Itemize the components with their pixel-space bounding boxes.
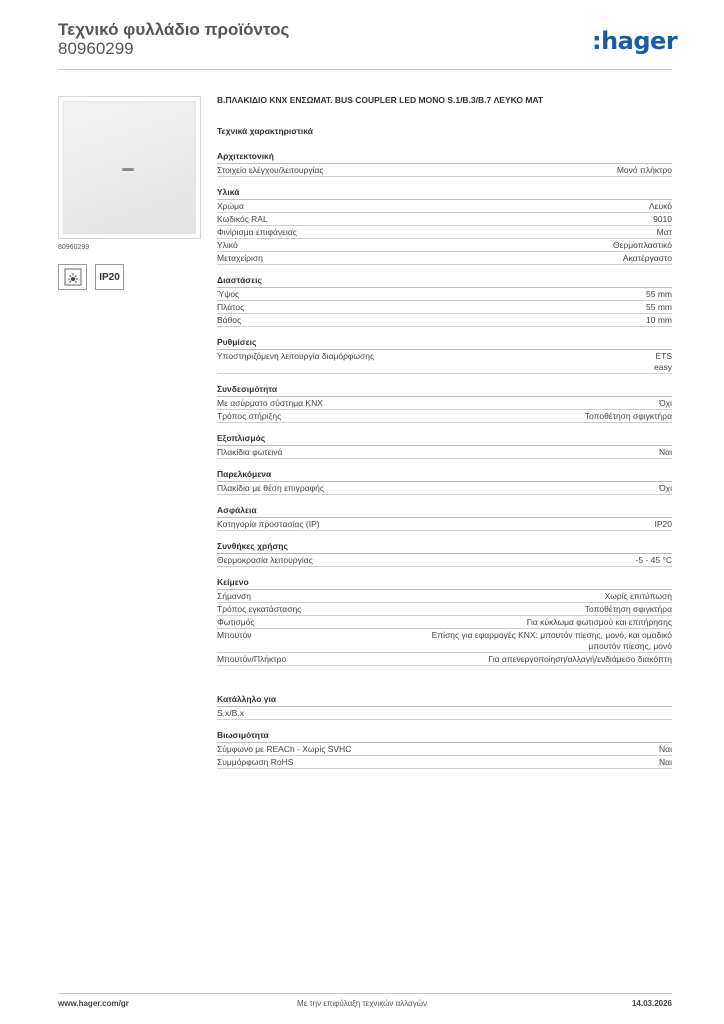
suitable-for-section bbox=[217, 693, 672, 720]
spec-row bbox=[217, 200, 672, 213]
spec-label: Υποστηριζόμενη λειτουργία διαμόρφωσης bbox=[217, 351, 375, 361]
footer-date: 14.03.2026 bbox=[631, 999, 672, 1008]
spec-value: Ναι bbox=[659, 757, 672, 767]
spec-row bbox=[217, 482, 672, 495]
spec-label: Στοιχείο ελέγχου/λειτουργίας bbox=[217, 165, 324, 175]
spec-label: Συμμόρφωση RoHS bbox=[217, 757, 294, 767]
spec-section bbox=[217, 468, 672, 495]
spec-label: Θερμοκρασία λειτουργίας bbox=[217, 555, 313, 565]
spec-value: Ακατέργαστο bbox=[622, 253, 672, 263]
spec-value: -5 - 45 °C bbox=[635, 555, 672, 565]
spec-label: Μπουτόν/Πλήκτρο bbox=[217, 654, 287, 664]
spec-label: Φινίρισμα επιφάνειας bbox=[217, 227, 297, 237]
spec-value: 10 mm bbox=[646, 315, 672, 325]
spec-row bbox=[217, 653, 672, 666]
spec-row bbox=[217, 301, 672, 314]
section-title: Παρελκόμενα bbox=[217, 468, 672, 482]
spec-section bbox=[217, 504, 672, 531]
image-caption: 80960299 bbox=[58, 244, 90, 251]
led-indicator bbox=[122, 168, 134, 171]
section-title: Συνδεσιμότητα bbox=[217, 383, 672, 397]
spec-label: Φωτισμός bbox=[217, 617, 255, 627]
spec-label: Μπουτόν bbox=[217, 630, 252, 640]
spec-row bbox=[217, 252, 672, 265]
footer-disclaimer: Με την επιφύλαξη τεχνικών αλλαγών bbox=[297, 999, 427, 1008]
hager-logo: :hager bbox=[592, 27, 678, 55]
spec-label: Τρόπος εγκατάστασης bbox=[217, 604, 302, 614]
spec-row bbox=[217, 590, 672, 603]
spec-value: ETS easy bbox=[654, 351, 672, 372]
spec-value: Ναι bbox=[659, 744, 672, 754]
spec-row bbox=[217, 446, 672, 459]
spec-row bbox=[217, 554, 672, 567]
spec-label: S.x/B.x bbox=[217, 708, 244, 718]
spec-value: 55 mm bbox=[646, 289, 672, 299]
spec-value: Για απενεργοποίηση/αλλαγή/ενδιάμεσο διακόπτη bbox=[488, 654, 672, 664]
spec-value: Όχι bbox=[659, 398, 672, 408]
spec-label: Πλακίδια με θέση επιγραφής bbox=[217, 483, 324, 493]
product-code: 80960299 bbox=[58, 39, 134, 58]
section-title: Αρχιτεκτονική bbox=[217, 150, 672, 164]
spec-label: Κωδικός RAL bbox=[217, 214, 268, 224]
spec-label: Υλικό bbox=[217, 240, 238, 250]
header-divider bbox=[58, 69, 672, 70]
spec-value: 9010 bbox=[653, 214, 672, 224]
specifications bbox=[217, 95, 672, 778]
section-title: Διαστάσεις bbox=[217, 274, 672, 288]
spec-value: Θερμοπλαστικό bbox=[612, 240, 672, 250]
section-title: Εξοπλισμός bbox=[217, 432, 672, 446]
spec-row bbox=[217, 743, 672, 756]
spec-row bbox=[217, 410, 672, 423]
spec-row bbox=[217, 756, 672, 769]
spec-label: Κατηγορία προστασίας (IP) bbox=[217, 519, 320, 529]
spec-value: Για κύκλωμα φωτισμού και επιτήρησης bbox=[526, 617, 672, 627]
spec-label: Βάθος bbox=[217, 315, 242, 325]
section-title: Υλικά bbox=[217, 186, 672, 200]
spec-row bbox=[217, 603, 672, 616]
spec-value: Τοποθέτηση σφιγκτήρα bbox=[584, 411, 672, 421]
spec-row bbox=[217, 213, 672, 226]
illumination-badge bbox=[58, 264, 87, 290]
spec-value: Ματ bbox=[656, 227, 672, 237]
spec-value: Ναι bbox=[659, 447, 672, 457]
spec-section bbox=[217, 432, 672, 459]
spec-value: Τοποθέτηση σφιγκτήρα bbox=[584, 604, 672, 614]
footer-website-link[interactable]: www.hager.com/gr bbox=[58, 999, 129, 1008]
section-title: Συνθήκες χρήσης bbox=[217, 540, 672, 554]
spec-row bbox=[217, 314, 672, 327]
sustainability-section bbox=[217, 729, 672, 769]
spec-value: IP20 bbox=[654, 519, 672, 529]
section-title: Κείμενο bbox=[217, 576, 672, 590]
spec-label: Μεταχείριση bbox=[217, 253, 263, 263]
illumination-icon bbox=[63, 268, 83, 286]
spec-value: Χωρίς επιτύπωση bbox=[604, 591, 672, 601]
spec-section bbox=[217, 150, 672, 177]
spec-value: Λευκό bbox=[649, 201, 672, 211]
spec-row bbox=[217, 518, 672, 531]
spec-section bbox=[217, 540, 672, 567]
spec-label: Χρώμα bbox=[217, 201, 244, 211]
product-image bbox=[58, 96, 201, 239]
spec-label: Σύμφωνο με REACh - Χωρίς SVHC bbox=[217, 744, 352, 754]
spec-row bbox=[217, 629, 672, 653]
spec-row bbox=[217, 288, 672, 301]
push-button-plate bbox=[63, 101, 196, 234]
section-title: Κατάλληλο για bbox=[217, 693, 672, 707]
spec-sections bbox=[217, 150, 672, 666]
spec-label: Πλακίδια φωτεινά bbox=[217, 447, 283, 457]
ip-rating-badge: IP20 bbox=[95, 264, 124, 290]
technical-characteristics-title: Τεχνικά χαρακτηριστικά bbox=[217, 126, 313, 136]
spec-label: Τρόπος στήριξης bbox=[217, 411, 282, 421]
document-title: Τεχνικό φυλλάδιο προϊόντος bbox=[58, 20, 290, 39]
spec-row bbox=[217, 239, 672, 252]
spec-row bbox=[217, 350, 672, 374]
section-title: Ρυθμίσεις bbox=[217, 336, 672, 350]
spec-label: Σήμανση bbox=[217, 591, 252, 601]
product-heading: B.ΠΛΑΚΙΔΙΟ KNX ΕΝΣΩΜΑΤ. BUS COUPLER LED MONO S.1/B.3/B.7 ΛΕΥΚΟ ΜΑΤ bbox=[217, 95, 544, 105]
spec-label: Ύψος bbox=[217, 289, 240, 299]
spec-section bbox=[217, 576, 672, 666]
spec-label: Πλάτος bbox=[217, 302, 245, 312]
spec-row bbox=[217, 707, 672, 720]
spec-value: 55 mm bbox=[646, 302, 672, 312]
section-title: Βιωσιμότητα bbox=[217, 729, 672, 743]
section-title: Ασφάλεια bbox=[217, 504, 672, 518]
spec-row bbox=[217, 226, 672, 239]
spec-row bbox=[217, 164, 672, 177]
spec-section bbox=[217, 383, 672, 423]
spec-section bbox=[217, 186, 672, 265]
spec-value: Όχι bbox=[659, 483, 672, 493]
spec-value: Επίσης για εφαρμογές KNX: μπουτόν πίεσης, μονό, και ομαδικό μπουτόν πίεσης, μονό bbox=[431, 630, 672, 651]
spec-section bbox=[217, 274, 672, 327]
spec-row bbox=[217, 616, 672, 629]
spec-label: Με ασύρματο σύστημα KNX bbox=[217, 398, 323, 408]
spec-value: Μονό πλήκτρο bbox=[616, 165, 672, 175]
spec-row bbox=[217, 397, 672, 410]
footer-divider bbox=[58, 993, 672, 994]
spec-section bbox=[217, 336, 672, 374]
